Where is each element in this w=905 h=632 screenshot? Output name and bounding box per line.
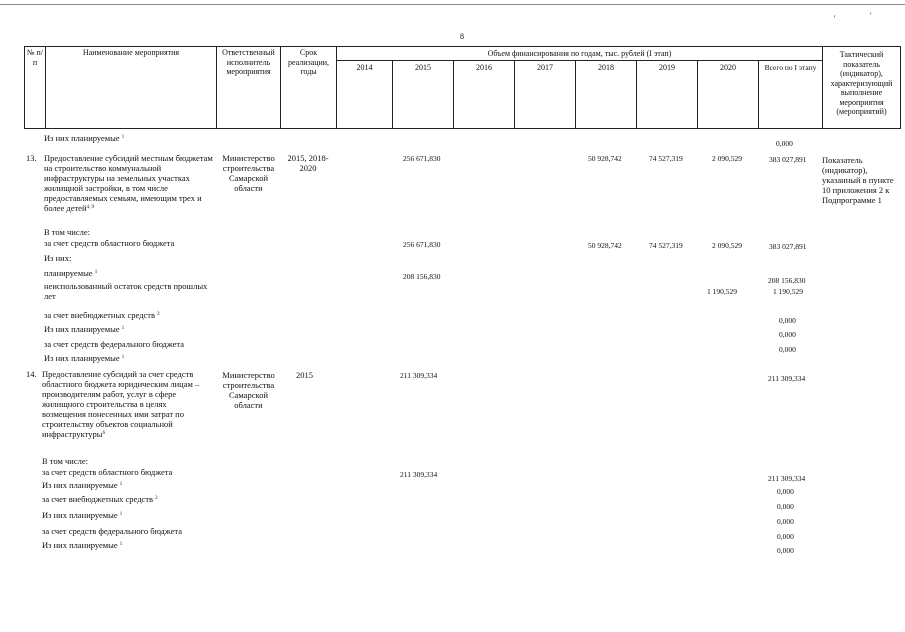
item-13-regional-2018: 50 928,742	[588, 241, 622, 250]
item-13-federal-total: 0,000	[779, 345, 796, 354]
header-col-total: Всего по I этапу	[764, 63, 817, 72]
item-13-unused-total: 1 190,529	[773, 287, 803, 296]
item-14-responsible: Министерство строительства Самарской области	[222, 370, 275, 410]
item-13-regional-2020: 2 090,529	[712, 241, 742, 250]
item-13-period: 2015, 2018-2020	[287, 153, 329, 173]
header-year: 2015	[415, 63, 431, 72]
item-13-regional-2019: 74 527,319	[649, 241, 683, 250]
page-mark-right-1: '	[834, 14, 836, 23]
header-year: 2018	[598, 63, 614, 72]
item-13-incl-label: В том числе:	[44, 227, 90, 237]
item-13-number: 13.	[26, 153, 37, 163]
header-bottom-border	[24, 128, 901, 129]
item-14-regional-planned-total: 0,000	[777, 487, 794, 496]
item-14-number: 14.	[26, 369, 37, 379]
item-13-of-them-label: Из них:	[44, 253, 72, 263]
item-13-value-2019: 74 527,319	[649, 154, 683, 163]
row-planned-total: 0,000	[776, 139, 793, 148]
item-13-extra-label: за счет внебюджетных средств $^2$	[44, 310, 160, 320]
item-13-extra-planned-label: Из них планируемые $^1$	[44, 324, 125, 334]
item-13-value-2015: 256 671,830	[403, 154, 441, 163]
header-year: 2017	[537, 63, 553, 72]
item-13-regional-label: за счет средств областного бюджета	[44, 238, 175, 248]
item-14-regional-total: 211 309,334	[768, 474, 806, 483]
page-mark-right-2: '	[870, 11, 872, 20]
item-13-regional-2015: 256 671,830	[403, 240, 441, 249]
header-year: 2019	[659, 63, 675, 72]
item-14-federal-label: за счет средств федерального бюджета	[42, 526, 183, 536]
item-13-unused-label: неиспользованный остаток средств прошлых лет	[44, 281, 208, 301]
item-14-federal-planned-label: Из них планируемые $^1$	[42, 540, 123, 550]
item-13-responsible: Министерство строительства Самарской области	[222, 153, 275, 193]
funding-subheader-border	[336, 60, 822, 61]
item-14-extra-planned-label: Из них планируемые $^1$	[42, 510, 123, 520]
row-planned-label: Из них планируемые $^1$	[44, 133, 125, 143]
col-border	[45, 46, 46, 129]
item-13-planned-label: планируемые $^1$	[44, 268, 98, 278]
header-col-responsible: Ответственный исполнитель мероприятия	[222, 48, 275, 76]
item-14-regional-planned-label: Из них планируемые $^1$	[42, 480, 123, 490]
page-mark-center: 8	[460, 32, 464, 41]
item-13-regional-total: 383 027,891	[769, 242, 807, 251]
item-13-unused-2020: 1 190,529	[707, 287, 737, 296]
header-col-name: Наименование мероприятия	[82, 48, 180, 57]
item-13-name: Предоставление субсидий местным бюджетам на строительство коммунальной инфраструктуры на земельных участках жилищной застройки, в том числе предоставляемых семьям, имеющим трех и более детей$^{4, 9}$	[44, 153, 213, 213]
item-13-indicator: Показатель (индикатор), указанный в пункте 10 приложения 2 к Подпрограмме 1	[822, 155, 894, 205]
item-14-period: 2015	[296, 370, 313, 380]
item-13-value-2020: 2 090,529	[712, 154, 742, 163]
item-14-total: 211 309,334	[768, 374, 806, 383]
header-col-funding: Объем финансирования по годам, тыс. рублей (I этап)	[487, 49, 672, 58]
item-14-name: Предоставление субсидий за счет средств областного бюджета юридическим лицам – производителям работ, услуг в сфере жилищного строительства в целях возмещения понесенных ими затрат по строительству объектов социальной инфраструктуры$^6$	[42, 369, 200, 439]
item-13-federal-label: за счет средств федерального бюджета	[44, 339, 185, 349]
item-13-total: 383 027,891	[769, 155, 807, 164]
header-year: 2016	[476, 63, 492, 72]
item-13-planned-2015: 208 156,830	[403, 272, 441, 281]
header-top-border	[24, 46, 901, 47]
item-13-planned-total: 208 156,830	[768, 276, 806, 285]
header-col-indicator: Тактический показатель (индикатор), характеризующий выполнение мероприятия (мероприятий)	[830, 50, 893, 116]
item-14-extra-planned-total: 0,000	[777, 517, 794, 526]
header-col-period: Срок реализации, годы	[287, 48, 330, 76]
header-year: 2014	[356, 63, 373, 72]
top-edge-line	[0, 4, 905, 5]
item-13-federal-planned-label: Из них планируемые $^1$	[44, 353, 125, 363]
col-border	[900, 46, 901, 129]
item-14-value-2015: 211 309,334	[400, 371, 438, 380]
item-13-value-2018: 50 928,742	[588, 154, 622, 163]
item-14-extra-label: за счет внебюджетных средств $^2$	[42, 494, 158, 504]
item-14-incl-label: В том числе:	[42, 456, 88, 466]
item-13-extra-planned-total: 0,000	[779, 330, 796, 339]
header-year: 2020	[720, 63, 736, 72]
item-14-regional-label: за счет средств областного бюджета	[42, 467, 173, 477]
item-14-federal-total: 0,000	[777, 532, 794, 541]
item-14-regional-2015: 211 309,334	[400, 470, 438, 479]
header-col-num: № п/п	[26, 48, 44, 67]
item-13-extra-total: 0,000	[779, 316, 796, 325]
item-14-extra-total: 0,000	[777, 502, 794, 511]
item-14-federal-planned-total: 0,000	[777, 546, 794, 555]
